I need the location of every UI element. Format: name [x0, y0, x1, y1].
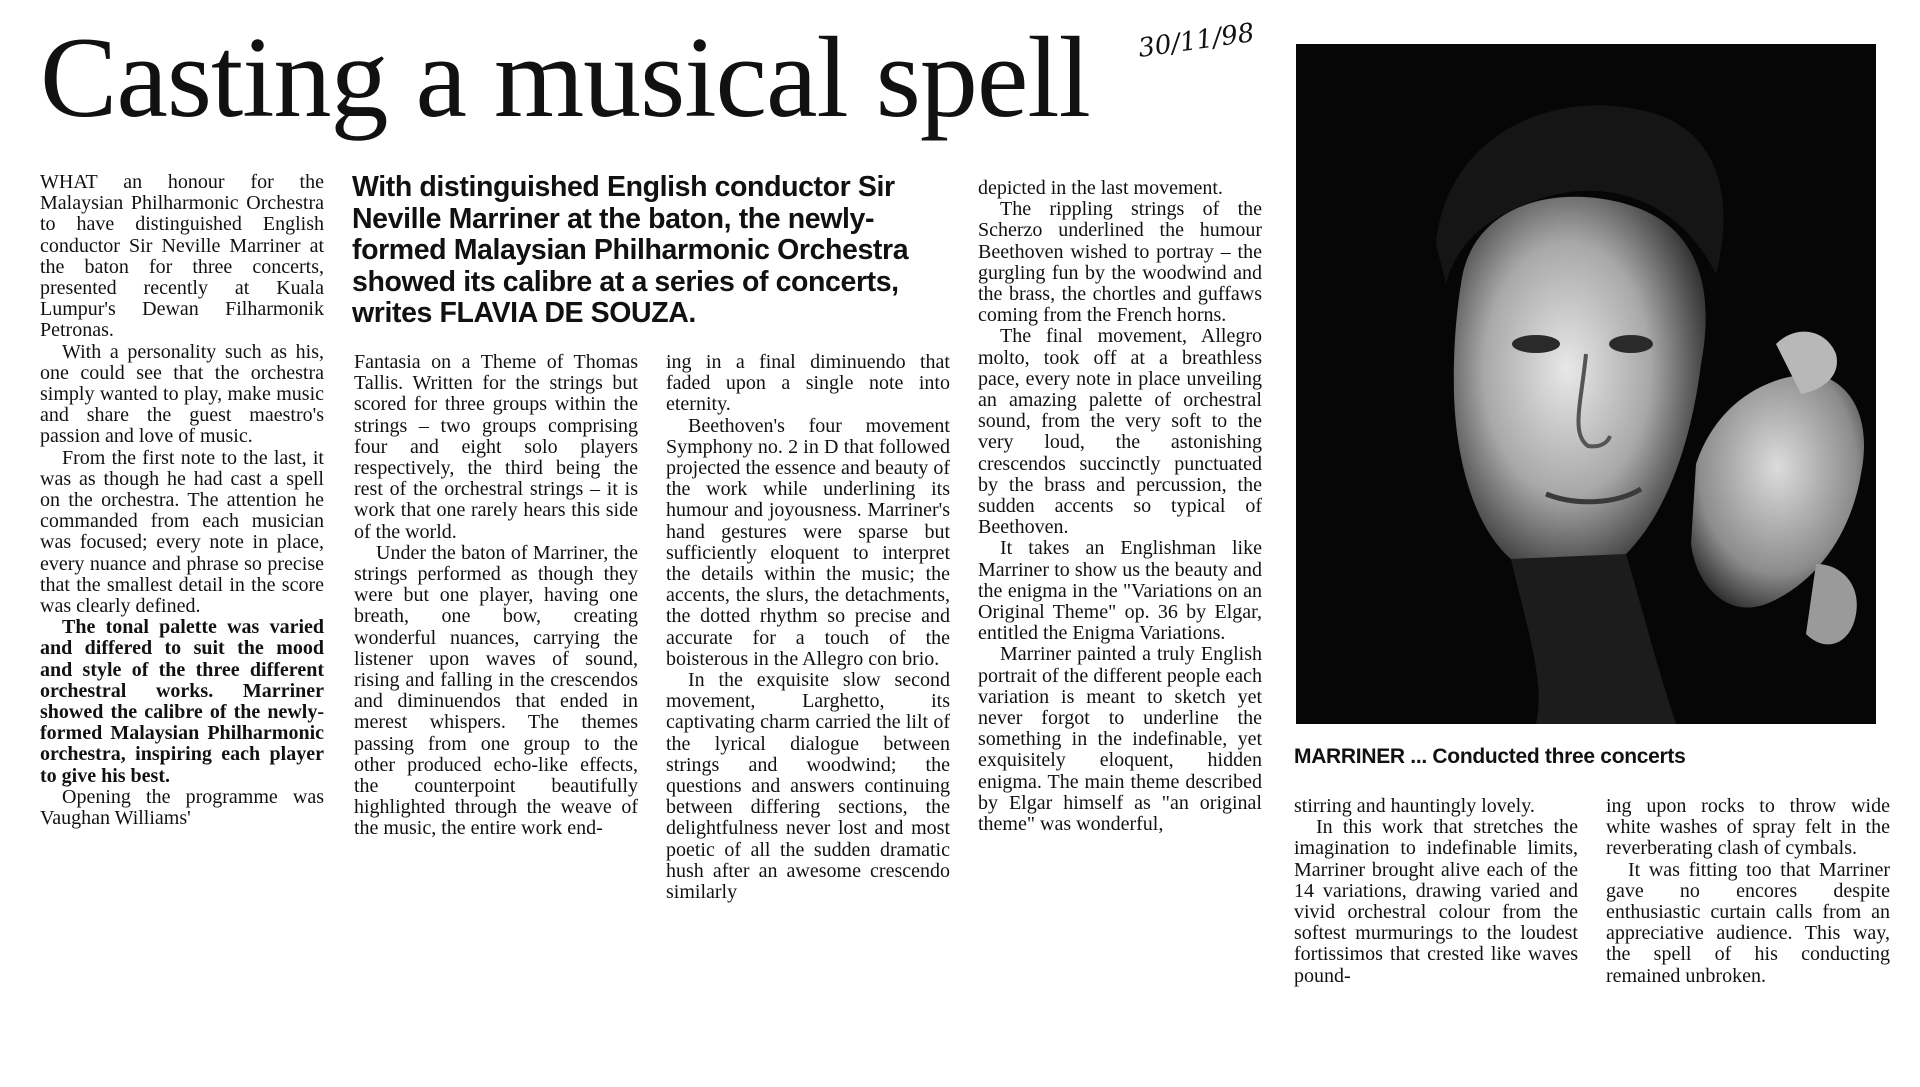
paragraph: The rippling strings of the Scherzo underlined the humour Beethoven wished to portray – the gurgling fun by the woodwind and the brass, the chortles and guffaws coming from the French horns. — [978, 198, 1262, 327]
paragraph: WHAT an honour for the Malaysian Philharmonic Orchestra to have distinguished English conductor Sir Neville Marriner at the baton for three concerts, presented recently at Kuala Lumpur's Dewan Filharmonik Petronas. — [40, 171, 324, 342]
article-column-1 — [40, 172, 324, 829]
article-column-2 — [354, 352, 638, 840]
paragraph: In this work that stretches the imagination to indefinable limits, Marriner brought alive each of the 14 variations, drawing varied and vivid orchestral colour from the softest murmurings to the loudest fortissimos that crested like waves pound- — [1294, 816, 1578, 987]
paragraph: It was fitting too that Marriner gave no encores despite enthusiastic curtain calls from an appreciative audience. This way, the spell of his conducting remained unbroken. — [1606, 858, 1890, 987]
conductor-photo — [1296, 44, 1876, 724]
article-column-6 — [1606, 796, 1890, 987]
paragraph: stirring and hauntingly lovely. — [1294, 795, 1535, 817]
article-column-4 — [978, 178, 1262, 835]
paragraph: In the exquisite slow second movement, Larghetto, its captivating charm carried the lilt of the lyrical dialogue between strings and woodwind; the questions and answers continuing between differing sections, the delightfulness never lost and most poetic of all the sudden dramatic hush after an awesome crescendo similarly — [666, 669, 950, 904]
paragraph: From the first note to the last, it was as though he had cast a spell on the orchestra. The attention he commanded from each musician was focused; every note in place, every nuance and phrase so precise that the smallest detail in the score was clearly defined. — [40, 446, 324, 618]
portrait-illustration — [1296, 44, 1876, 724]
paragraph: Fantasia on a Theme of Thomas Tallis. Written for the strings but scored for three groups within the strings – two groups comprising four and eight solo players respectively, the third being the rest of the orchestral strings – it is work that one rarely hears this side of the world. — [354, 351, 638, 543]
photo-caption: MARRINER ... Conducted three concerts — [1294, 745, 1686, 768]
paragraph: The tonal palette was varied and differed to suit the mood and style of the three different orchestral works. Marriner showed the calibre of the newly-formed Malaysian Philharmonic orchestra, inspiring each player to give his best. — [40, 616, 324, 787]
paragraph: Under the baton of Marriner, the strings performed as though they were but one player, having one breath, one bow, creating wonderful nuances, carrying the listener upon waves of sound, rising and falling in the crescendos and diminuendos that ended in merest whispers. The themes passing from one group to the other produced echo-like effects, the counterpoint beautifully highlighted through the weave of the music, the entire work end- — [354, 541, 638, 840]
paragraph: ing in a final diminuendo that faded upon a single note into eternity. — [666, 351, 950, 416]
paragraph: With a personality such as his, one could see that the orchestra simply wanted to play, make music and share the guest maestro's passion and love of music. — [40, 340, 324, 448]
paragraph: Opening the programme was Vaughan Williams' — [40, 785, 324, 830]
standfirst: With distinguished English conductor Sir Neville Marriner at the baton, the newly-formed Malaysian Philharmonic Orchestra showed its calibre at a series of concerts, writes FLAVIA DE SOUZA. — [352, 171, 909, 329]
article-column-5 — [1294, 796, 1578, 987]
paragraph: It takes an Englishman like Marriner to show us the beauty and the enigma in the "Variations on an Original Theme" op. 36 by Elgar, entitled the Enigma Variations. — [978, 537, 1262, 645]
paragraph: Marriner painted a truly English portrait of the different people each variation is meant to sketch yet never forgot to underline the something in the indefinable, yet exquisitely eloquent, hidden enigma. The main theme described by Elgar himself as "an original theme" was wonderful, — [978, 643, 1262, 836]
handwritten-date: 30/11/98 — [1136, 18, 1257, 64]
paragraph: depicted in the last movement. — [978, 177, 1223, 199]
paragraph: Beethoven's four movement Symphony no. 2 in D that followed projected the essence and beauty of the work while underlining its humour and joyousness. Marriner's hand gestures were sparse but sufficiently eloquent to interpret the details within the music; the accents, the slurs, the detachments, the dotted rhythm so precise and accurate for a touch of the boisterous in the Allegro con brio. — [666, 414, 950, 670]
headline: Casting a musical spell — [40, 14, 1090, 142]
paragraph: ing upon rocks to throw wide white washes of spray felt in the reverberating clash of cymbals. — [1606, 795, 1890, 860]
paragraph: The final movement, Allegro molto, took off at a breathless pace, every note in place unveiling an amazing palette of orchestral sound, from the very soft to the very loud, the astonishing crescendos succinctly punctuated by the brass and percussion, the sudden accents so typical of Beethoven. — [978, 325, 1262, 539]
article-column-3 — [666, 352, 950, 903]
